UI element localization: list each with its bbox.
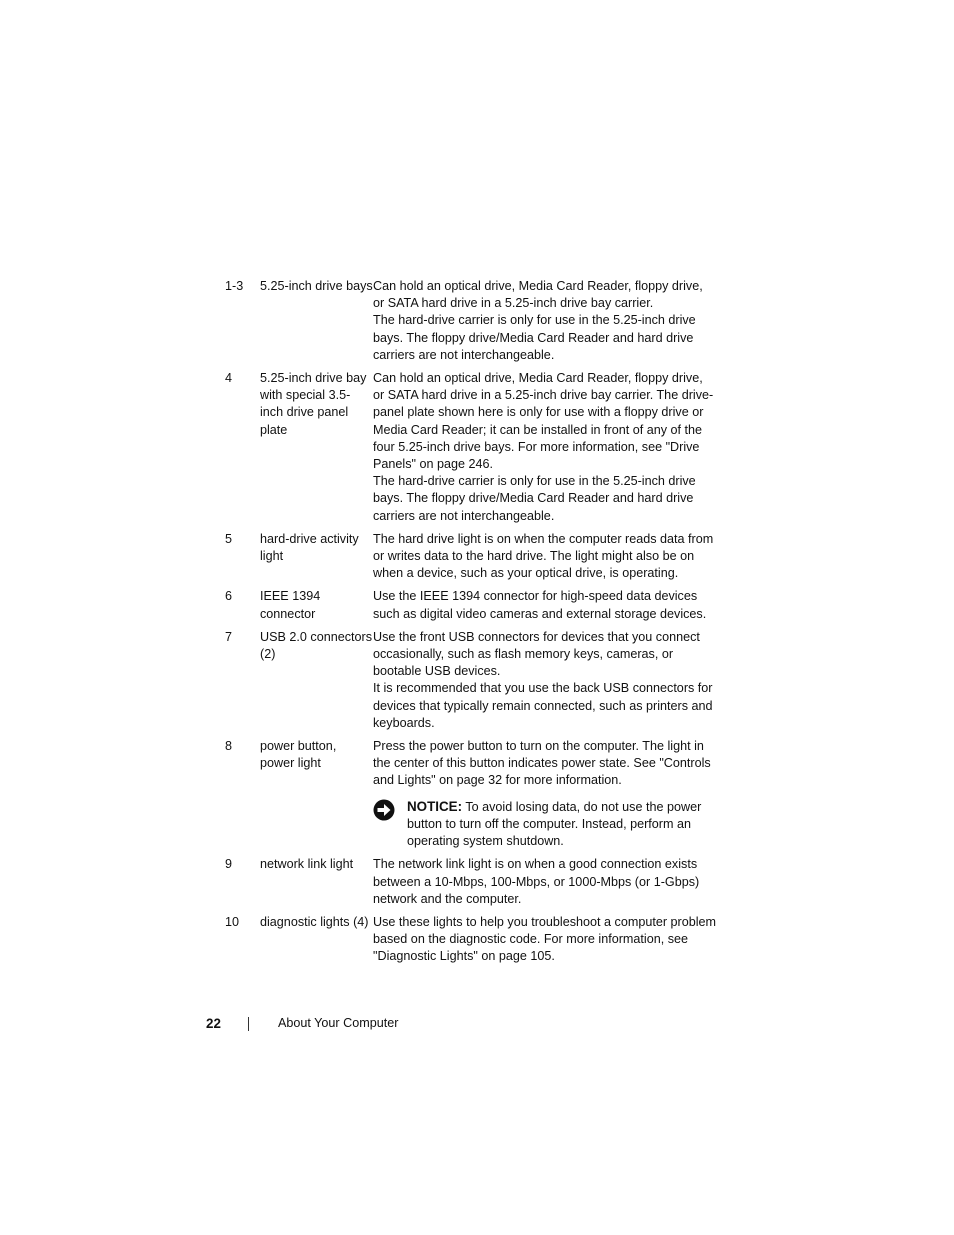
description-paragraph: Use these lights to help you troubleshoot a computer problem based on the diagnostic code. For more information, see "Diagnostic Lights" on page 105. [373,914,717,964]
notice-label: NOTICE: [407,798,463,814]
row-number: 8 [225,739,233,754]
description-paragraph: The hard-drive carrier is only for use in the 5.25-inch drive bays. The floppy drive/Media Card Reader and hard drive carriers are not interchangeable. [373,474,696,523]
notice-arrow-icon-graphic [373,799,395,821]
row-description [373,914,717,966]
description-paragraph: The hard-drive carrier is only for use in the 5.25-inch drive bays. The floppy drive/Media Card Reader and hard drive carriers are not interchangeable. [373,313,696,362]
table-row [225,914,717,966]
row-item: 5.25-inch drive bays [260,279,373,293]
table-row [225,278,717,364]
notice-arrow-icon [373,798,407,851]
description-paragraph: It is recommended that you use the back USB connectors for devices that typically remain connected, such as printers and keyboards. [373,681,713,730]
description-paragraph: The network link light is on when a good connection exists between a 10-Mbps, 100-Mbps, or 1000-Mbps (or 1-Gbps) network and the computer. [373,857,700,906]
row-item: diagnostic lights (4) [260,914,369,929]
description-paragraph: Use the front USB connectors for devices that you connect occasionally, such as flash memory keys, cameras, or bootable USB devices. [373,629,700,679]
row-description [373,278,717,364]
table-row [225,856,717,908]
notice-box [373,798,717,851]
row-item: power button, power light [260,739,337,771]
notice-body: To avoid losing data, do not use the power button to turn off the computer. Instead, perform an operating system shutdown. [407,799,702,849]
row-number: 9 [225,857,233,872]
row-number: 6 [225,589,233,604]
row-item: hard-drive activity light [260,531,359,564]
component-table [225,278,717,972]
page-number: 22 [206,1016,221,1031]
row-description [373,588,717,622]
notice-text [407,798,717,851]
row-number: 10 [225,914,240,929]
table-row [225,370,717,525]
table-row [225,738,717,850]
row-number: 1-3 [225,279,244,293]
description-paragraph: The hard drive light is on when the computer reads data from or writes data to the hard drive. The light might also be on when a device, such as your optical drive, is operating. [373,531,714,581]
description-paragraph: Press the power button to turn on the computer. The light in the center of this button indicates power state. See "Controls and Lights" on page 32 for more information. [373,739,711,788]
footer-section-title: About Your Computer [278,1016,399,1030]
row-item: IEEE 1394 connector [260,589,321,621]
row-description [373,531,717,583]
row-description [373,370,717,525]
row-description [373,629,717,732]
row-description [373,856,717,908]
row-number: 5 [225,531,233,546]
description-paragraph: Use the IEEE 1394 connector for high-speed data devices such as digital video cameras and external storage devices. [373,589,707,621]
row-number: 7 [225,629,233,644]
row-number: 4 [225,371,233,386]
page-footer [206,1015,606,1035]
row-item: 5.25-inch drive bay with special 3.5-inch drive panel plate [260,371,367,437]
description-paragraph: Can hold an optical drive, Media Card Reader, floppy drive, or SATA hard drive in a 5.25-inch drive bay carrier. The drive-panel plate shown here is only for use with a floppy drive or Media Card Reader; it can be installed in front of any of the four 5.25-inch drive bays. For more information, see "Drive Panels" on page 246. [373,371,714,472]
row-item: network link light [260,857,354,872]
description-paragraph: Can hold an optical drive, Media Card Reader, floppy drive, or SATA hard drive in a 5.25-inch drive bay carrier. [373,279,703,311]
table-row [225,531,717,583]
table-row [225,629,717,732]
row-item: USB 2.0 connectors (2) [260,629,373,662]
footer-divider [248,1017,249,1031]
row-description [373,738,717,850]
table-row [225,588,717,622]
